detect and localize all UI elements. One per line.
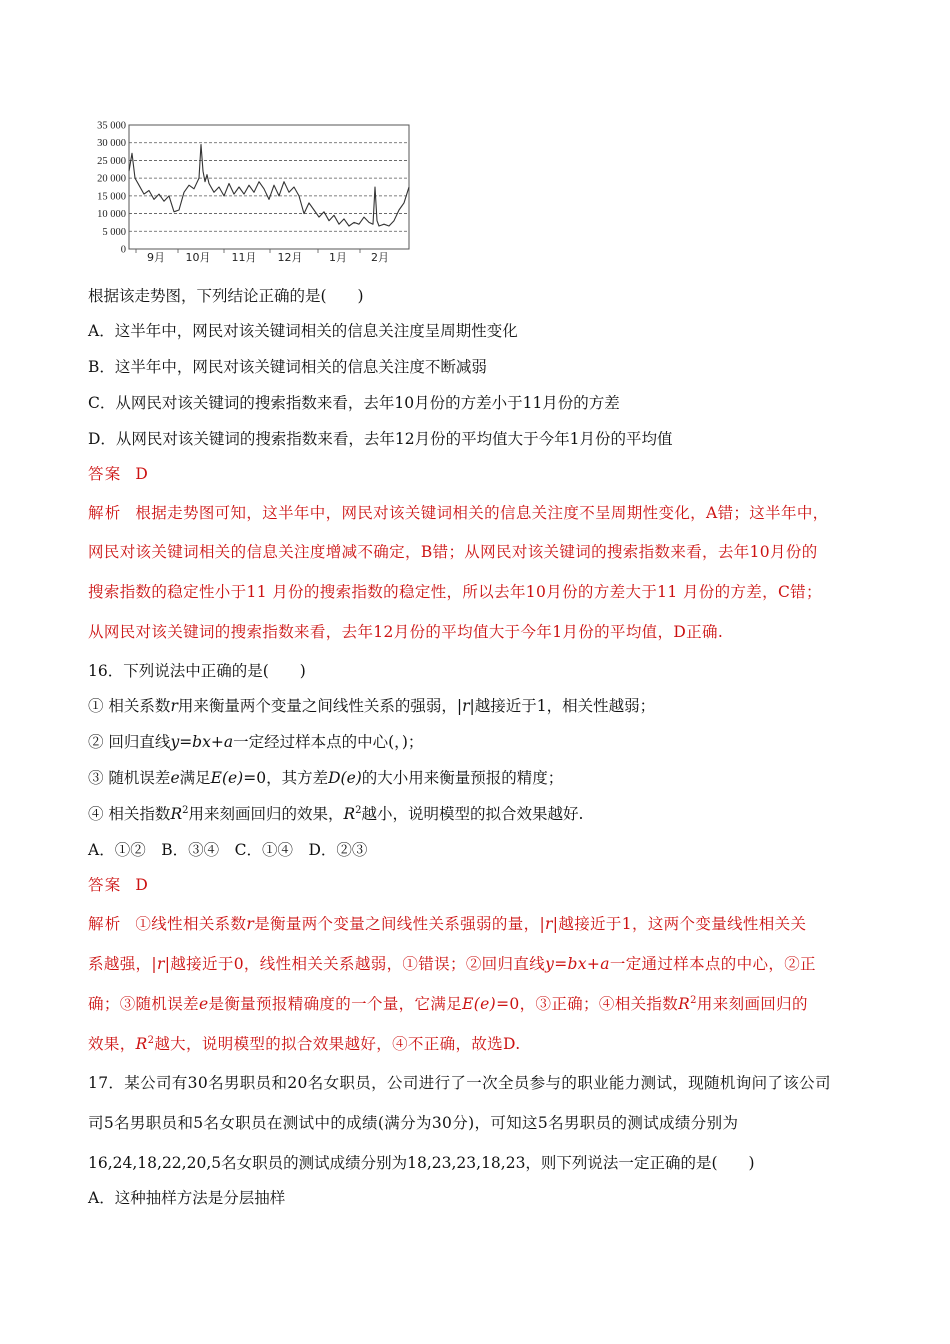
y-tick-label: 25 000 xyxy=(97,155,126,167)
expectation: E(e) xyxy=(210,769,244,787)
analysis-text: 确；③随机误差 xyxy=(88,995,199,1013)
q16-item-4 xyxy=(88,803,583,825)
analysis-text: 系越强，| xyxy=(88,955,157,973)
q15-option-c: C．从网民对该关键词的搜索指数来看，去年10月份的方差小于11月份的方差 xyxy=(88,394,620,412)
regression-equation: y=bx+a xyxy=(170,733,234,751)
search-index-trend-chart xyxy=(86,118,416,268)
q15-analysis-line-3: 搜索指数的稳定性小于11 月份的搜索指数的稳定性，所以去年10月份的方差大于11 月份的方差，C错； xyxy=(88,583,822,601)
var-R: R xyxy=(343,805,356,823)
item-text: 用来衡量两个变量之间线性关系的强弱，| xyxy=(177,697,463,715)
var-e: e xyxy=(198,995,209,1013)
y-tick-label: 15 000 xyxy=(97,191,126,203)
var-R: R xyxy=(135,1035,148,1053)
analysis-text: =0，③正确；④相关指数 xyxy=(496,995,679,1013)
q15-answer xyxy=(88,463,148,485)
y-tick-label: 35 000 xyxy=(97,120,126,132)
item-text: ① 相关系数 xyxy=(88,697,171,715)
q16-item-2 xyxy=(88,731,423,753)
q15-analysis-line-2: 网民对该关键词相关的信息关注度增减不确定，B错；从网民对该关键词的搜索指数来看，去年10月份的 xyxy=(88,543,818,561)
q15-option-b: B．这半年中，网民对该关键词相关的信息关注度不断减弱 xyxy=(88,358,487,376)
var-r: r xyxy=(462,697,470,715)
var-R: R xyxy=(678,995,691,1013)
analysis-text: 一定通过样本点的中心，②正 xyxy=(609,955,816,973)
answer-value: D xyxy=(135,876,148,894)
analysis-label: 解析 xyxy=(88,915,122,933)
item-text: 一定经过样本点的中心(，)； xyxy=(233,733,424,751)
var-r: r xyxy=(545,915,553,933)
answer-value: D xyxy=(135,465,148,483)
analysis-text: 是衡量预报精确度的一个量，它满足 xyxy=(208,995,463,1013)
q16-item-3 xyxy=(88,767,563,789)
var-R: R xyxy=(170,805,183,823)
q16-analysis-line-2 xyxy=(88,953,816,975)
x-tick-label: 12月 xyxy=(277,251,303,264)
superscript-2: 2 xyxy=(355,804,362,816)
x-tick-label: 1月 xyxy=(329,251,347,264)
var-r: r xyxy=(170,697,178,715)
y-tick-label: 30 000 xyxy=(97,138,126,150)
q16-choices: A．①② B．③④ C．①④ D．②③ xyxy=(88,841,368,859)
item-text: 满足 xyxy=(179,769,211,787)
y-tick-label: 20 000 xyxy=(97,173,126,185)
y-tick-label: 10 000 xyxy=(97,209,126,221)
q17-line-2: 司5名男职员和5名女职员在测试中的成绩(满分为30分)，可知这5名男职员的测试成绩分别为 xyxy=(88,1114,739,1132)
answer-label: 答案 xyxy=(88,876,122,894)
y-tick-label: 0 xyxy=(120,244,126,256)
variance: D(e) xyxy=(328,769,362,787)
q16-answer xyxy=(88,874,148,896)
analysis-text: |越接近于1，这两个变量线性相关关 xyxy=(552,915,807,933)
item-text: 的大小用来衡量预报的精度； xyxy=(361,769,564,787)
q15-option-d: D．从网民对该关键词的搜索指数来看，去年12月份的平均值大于今年1月份的平均值 xyxy=(88,430,673,448)
plot-frame xyxy=(129,125,409,249)
trend-chart-svg xyxy=(86,118,416,268)
q16-stem: 16．下列说法中正确的是( ) xyxy=(88,662,306,680)
q15-stem: 根据该走势图，下列结论正确的是( ) xyxy=(88,287,364,305)
q17-option-a: A．这种抽样方法是分层抽样 xyxy=(88,1189,286,1207)
superscript-2: 2 xyxy=(147,1034,155,1046)
x-tick-label: 10月 xyxy=(185,251,211,264)
regression-equation: y=bx+a xyxy=(545,955,610,973)
q16-analysis-line-4 xyxy=(88,1033,521,1055)
q15-analysis-line-4: 从网民对该关键词的搜索指数来看，去年12月份的平均值大于今年1月份的平均值，D正确. xyxy=(88,623,724,641)
var-e: e xyxy=(170,769,180,787)
q16-item-1 xyxy=(88,695,655,717)
q15-analysis-line-1 xyxy=(88,502,829,524)
superscript-2: 2 xyxy=(690,994,697,1006)
analysis-text: 用来刻画回归的 xyxy=(696,995,808,1013)
analysis-text: ①线性相关系数 xyxy=(135,915,247,933)
analysis-text: 越大，说明模型的拟合效果越好，④不正确，故选D. xyxy=(154,1035,521,1053)
x-tick-label: 9月 xyxy=(147,251,165,264)
expectation: E(e) xyxy=(462,995,497,1013)
answer-label: 答案 xyxy=(88,465,122,483)
q17-line-3: 16,24,18,22,20,5名女职员的测试成绩分别为18,23,23,18,23，则下列说法一定正确的是( ) xyxy=(88,1154,755,1172)
x-tick-label: 2月 xyxy=(371,251,389,264)
item-text: ③ 随机误差 xyxy=(88,769,171,787)
q17-line-1: 17．某公司有30名男职员和20名女职员，公司进行了一次全员参与的职业能力测试，现随机询问了该公司 xyxy=(88,1074,831,1092)
analysis-text: 效果， xyxy=(88,1035,136,1053)
analysis-text: 根据走势图可知，这半年中，网民对该关键词相关的信息关注度不呈周期性变化，A错；这半年中， xyxy=(135,504,829,522)
analysis-text: 是衡量两个变量之间线性关系强弱的量，| xyxy=(254,915,546,933)
analysis-label: 解析 xyxy=(88,504,122,522)
x-tick-label: 11月 xyxy=(231,251,257,264)
analysis-text: |越接近于0，线性相关关系越弱，①错误；②回归直线 xyxy=(164,955,546,973)
item-text: |越接近于1，相关性越弱； xyxy=(469,697,656,715)
item-text: =0，其方差 xyxy=(243,769,329,787)
var-r: r xyxy=(156,955,165,973)
q16-analysis-line-3 xyxy=(88,993,808,1015)
item-text: 越小，说明模型的拟合效果越好. xyxy=(361,805,584,823)
q15-option-a: A．这半年中，网民对该关键词相关的信息关注度呈周期性变化 xyxy=(88,322,518,340)
item-text: ④ 相关指数 xyxy=(88,805,171,823)
superscript-2: 2 xyxy=(182,804,189,816)
item-text: ② 回归直线 xyxy=(88,733,171,751)
q16-analysis-line-1 xyxy=(88,913,806,935)
y-tick-label: 5 000 xyxy=(102,226,126,238)
var-r: r xyxy=(246,915,255,933)
item-text: 用来刻画回归的效果， xyxy=(188,805,344,823)
